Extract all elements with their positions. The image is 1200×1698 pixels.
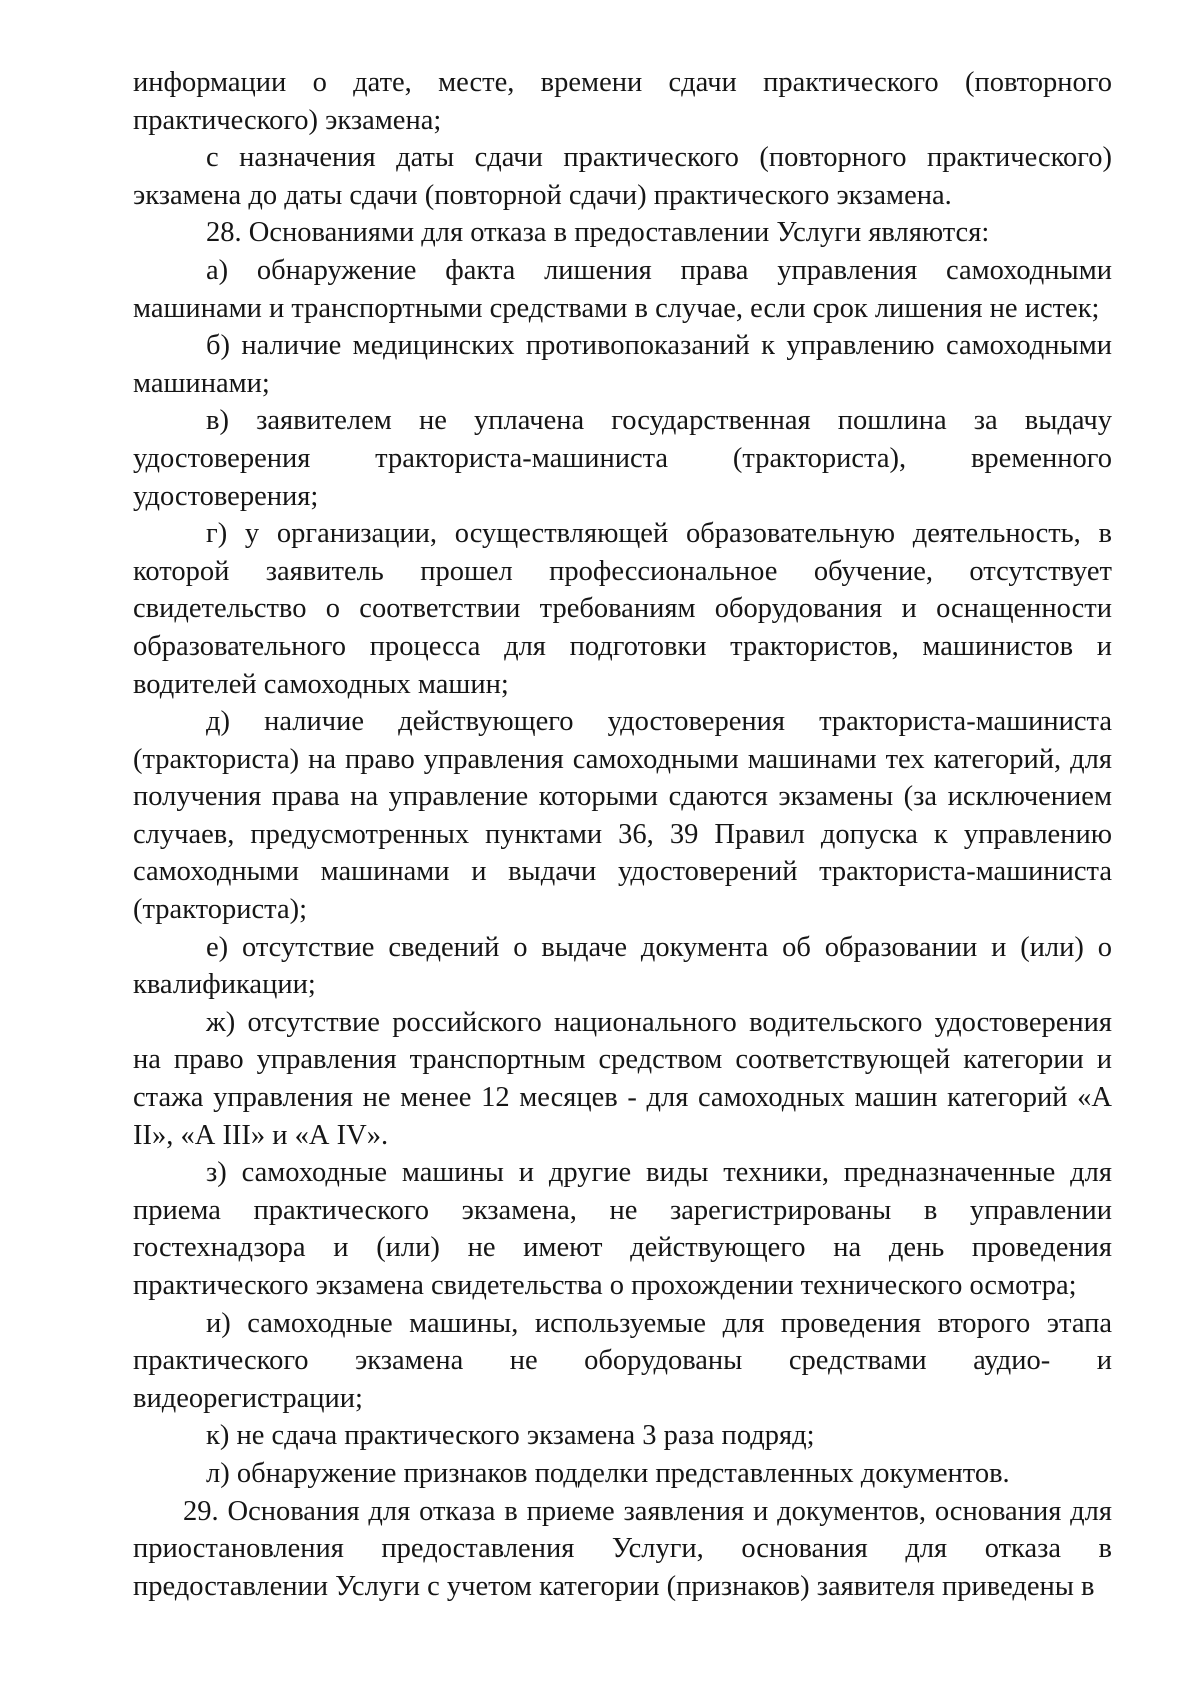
paragraph-28-heading: 28. Основаниями для отказа в предоставлении Услуги являются: bbox=[206, 217, 990, 249]
paragraph-exam-period: с назначения даты сдачи практического (повторного практического) экзамена до даты сдачи (повторной сдачи) практического экзамена. bbox=[133, 142, 1112, 211]
paragraph-28-l: л) обнаружение признаков подделки представленных документов. bbox=[206, 1457, 1010, 1489]
paragraph-28-zh: ж) отсутствие российского национального водительского удостоверения на право управления транспортным средством соответствующей категории и стажа управления не менее 12 месяцев - для самоходных машин категорий «А II», «А III» и «А IV». bbox=[133, 1006, 1112, 1151]
paragraph-28-i: и) самоходные машины, используемые для проведения второго этапа практического экзамена не оборудованы средствами аудио- и видеорегистрации; bbox=[133, 1307, 1112, 1414]
paragraph-28-b: б) наличие медицинских противопоказаний к управлению самоходными машинами; bbox=[133, 330, 1112, 399]
paragraph-28-a: а) обнаружение факта лишения права управления самоходными машинами и транспортными средствами в случае, если срок лишения не истек; bbox=[133, 254, 1112, 324]
paragraph-28-z: з) самоходные машины и другие виды техники, предназначенные для приема практического экзамена, не зарегистрированы в управлении гостехнадзора и (или) не имеют действующего на день проведения практического экзамена свидетельства о прохождении технического осмотра; bbox=[133, 1157, 1112, 1301]
document-body bbox=[133, 64, 1112, 1605]
paragraph-28-e: е) отсутствие сведений о выдаче документа об образовании и (или) о квалификации; bbox=[133, 931, 1112, 1001]
paragraph-28-d: д) наличие действующего удостоверения тракториста-машиниста (тракториста) на право управления самоходными машинами тех категорий, для получения права на управление которыми сдаются экзамены (за исключением случаев, предусмотренных пунктами 36, 39 Правил допуска к управлению самоходными машинами и выдачи удостоверений тракториста-машиниста (тракториста); bbox=[133, 706, 1112, 926]
paragraph-28-v: в) заявителем не уплачена государственная пошлина за выдачу удостоверения тракториста-машиниста (тракториста), временного удостоверения; bbox=[133, 405, 1112, 512]
paragraph-28-g: г) у организации, осуществляющей образовательную деятельность, в которой заявитель прошел профессиональное обучение, отсутствует свидетельство о соответствии требованиям оборудования и оснащенности образовательного процесса для подготовки трактористов, машинистов и водителей самоходных машин; bbox=[133, 518, 1112, 700]
paragraph-continuation: информации о дате, месте, времени сдачи практического (повторного практического) экзамена; bbox=[133, 67, 1112, 136]
paragraph-28-k: к) не сдача практического экзамена 3 раза подряд; bbox=[206, 1420, 815, 1452]
paragraph-29: 29. Основания для отказа в приеме заявления и документов, основания для приостановления предоставления Услуги, основания для отказа в предоставлении Услуги с учетом категории (признаков) заявителя приведены в bbox=[133, 1495, 1112, 1602]
